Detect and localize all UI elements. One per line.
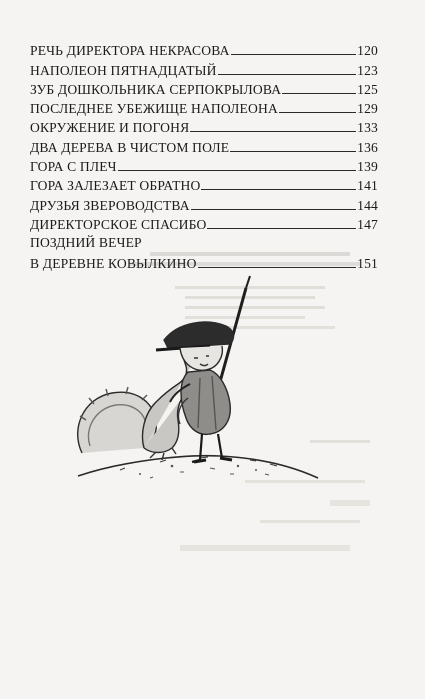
toc-entry-page: 129 <box>357 101 378 117</box>
dotted-leader <box>191 208 356 210</box>
toc-entry-page: 125 <box>357 81 378 97</box>
toc-entry <box>30 40 378 59</box>
dotted-leader <box>218 73 357 75</box>
toc-entry-page: 133 <box>357 120 378 136</box>
toc-entry <box>30 117 378 136</box>
peaked-cap <box>164 322 233 348</box>
toc-entry <box>30 79 378 98</box>
toc-entry-page: 147 <box>357 216 378 232</box>
toc-entry-title: ГОРА С ПЛЕЧ <box>30 159 117 175</box>
dotted-leader <box>190 130 356 132</box>
toc-entry <box>30 98 378 117</box>
pebbles <box>139 465 257 475</box>
toc-entry-title: ДИРЕКТОРСКОЕ СПАСИБО <box>30 216 207 232</box>
toc-entry-page: 151 <box>357 255 378 271</box>
toc-entry-title: ОКРУЖЕНИЕ И ПОГОНЯ <box>30 120 190 136</box>
toc-entry <box>30 175 378 194</box>
dotted-leader <box>279 111 356 113</box>
dotted-leader <box>118 169 356 171</box>
dotted-leader <box>201 188 356 190</box>
toc-entry-page: 136 <box>357 139 378 155</box>
toc-entry-title-line1: ПОЗДНИЙ ВЕЧЕР <box>30 234 142 250</box>
toc-entry-title: ЗУБ ДОШКОЛЬНИКА СЕРПОКРЫЛОВА <box>30 81 282 97</box>
toc-entry-page: 139 <box>357 159 378 175</box>
toc-entry <box>30 156 378 175</box>
dotted-leader <box>230 150 356 152</box>
toc-entry-page: 123 <box>357 62 378 78</box>
dotted-leader <box>207 227 356 229</box>
toc-entry-title: ДВА ДЕРЕВА В ЧИСТОМ ПОЛЕ <box>30 139 230 155</box>
table-of-contents <box>30 40 378 272</box>
toc-entry-title-line2: В ДЕРЕВНЕ КОВЫЛКИНО <box>30 255 197 271</box>
dotted-leader <box>231 53 357 55</box>
toc-entry-title: ПОСЛЕДНЕЕ УБЕЖИЩЕ НАПОЛЕОНА <box>30 101 278 117</box>
toc-entry-page: 120 <box>357 43 378 59</box>
toc-entry <box>30 136 378 155</box>
boy-in-cap-with-rifle-hugging-squirrel-illustration-icon <box>60 248 320 498</box>
toc-entry <box>30 59 378 78</box>
toc-entry-page: 144 <box>357 197 378 213</box>
toc-entry-title: ДРУЗЬЯ ЗВЕРОВОДСТВА <box>30 197 190 213</box>
toc-entry <box>30 194 378 213</box>
dotted-leader <box>282 92 356 94</box>
toc-entry <box>30 214 378 233</box>
toc-entry-title: РЕЧЬ ДИРЕКТОРА НЕКРАСОВА <box>30 43 230 59</box>
toc-entry-title: ГОРА ЗАЛЕЗАЕТ ОБРАТНО <box>30 178 201 194</box>
toc-entry-title: НАПОЛЕОН ПЯТНАДЦАТЫЙ <box>30 62 217 78</box>
hill-ground <box>78 456 318 478</box>
toc-entry-page: 141 <box>357 178 378 194</box>
